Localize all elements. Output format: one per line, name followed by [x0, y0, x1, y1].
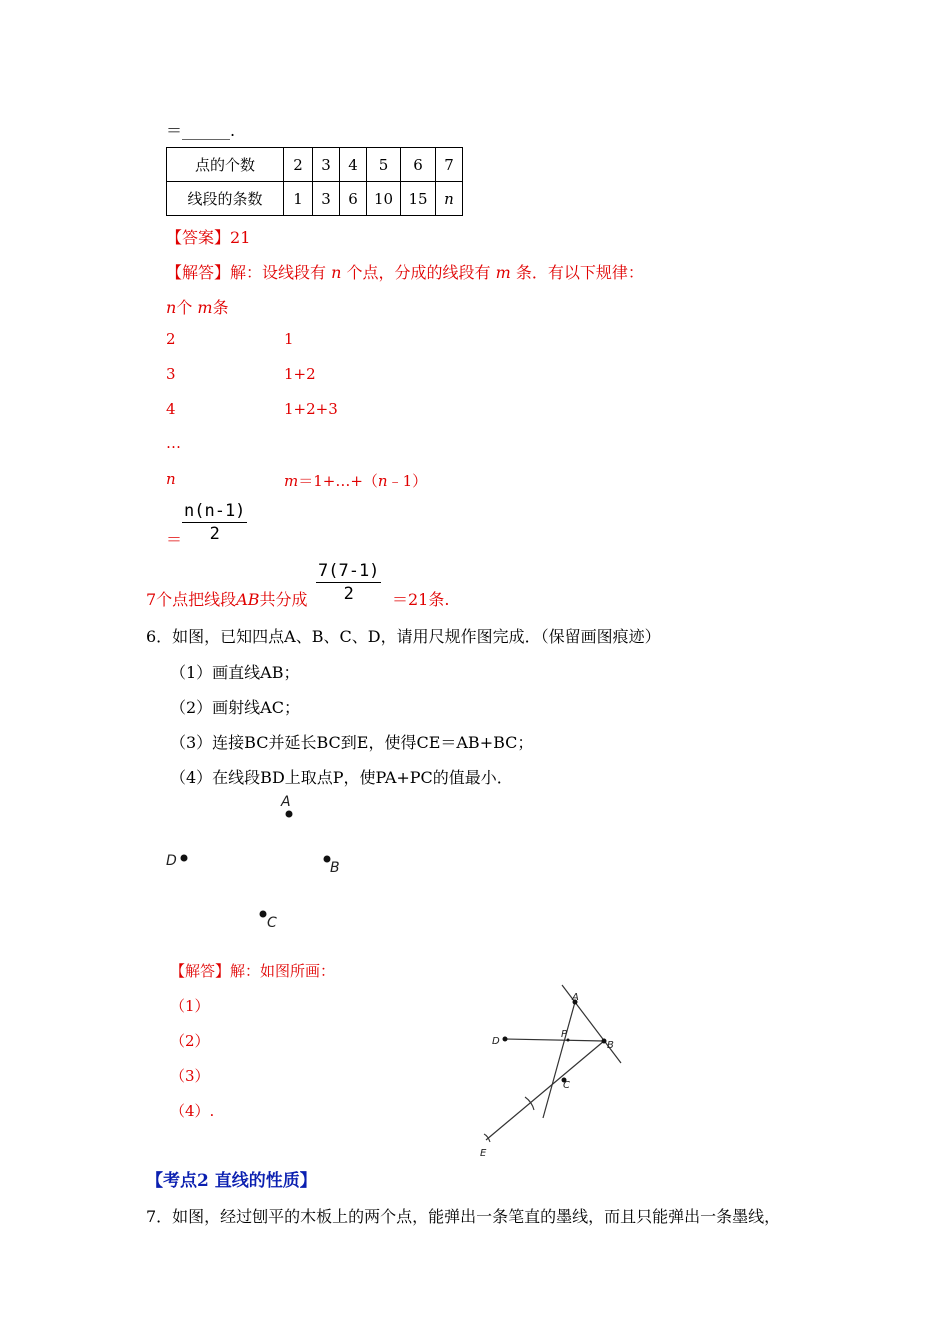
- final-line-right: ＝21条.: [392, 590, 450, 609]
- answer-line: [166, 225, 250, 248]
- header-text: 个: [176, 298, 193, 317]
- solution2-item: （2）: [170, 1032, 210, 1050]
- table-cell: n: [436, 182, 463, 216]
- final-text: 7个点把线段: [146, 590, 237, 609]
- label-e: E: [480, 1148, 487, 1159]
- pattern-last-left: [166, 470, 176, 488]
- final-text: 共分成: [259, 590, 308, 609]
- question-6-item: （3）连接BC并延长BC到E，使得CE＝AB+BC；: [170, 733, 534, 752]
- construction-figure: [480, 980, 640, 1160]
- fraction-denominator: 2: [209, 524, 220, 544]
- label-b: B: [330, 860, 340, 876]
- solution-tag: 【解答】: [166, 263, 231, 282]
- question-7-stem: 7．如图，经过刨平的木板上的两个点，能弹出一条笔直的墨线，而且只能弹出一条墨线，: [146, 1207, 781, 1226]
- formula-text: ＝1+…+（: [298, 472, 378, 490]
- table-cell: 6: [401, 148, 436, 182]
- table-cell: 3: [313, 182, 340, 216]
- var-n: n: [331, 263, 342, 282]
- solution2-item: （4）.: [170, 1102, 215, 1120]
- solution-text: 个点，分成的线段有: [346, 263, 491, 282]
- four-points-figure: [150, 790, 370, 940]
- question-6-stem: 6．如图，已知四点A、B、C、D，请用尺规作图完成．（保留画图痕迹）: [146, 627, 661, 646]
- intro-line: ＝______.: [166, 121, 236, 140]
- label-d: D: [492, 1036, 500, 1047]
- solution2-item: （3）: [170, 1067, 210, 1085]
- fraction-denominator: 2: [343, 584, 354, 604]
- label-d: D: [166, 853, 177, 869]
- solution-text: 解：设线段有: [230, 263, 327, 282]
- pattern-row-left: 4: [166, 400, 176, 418]
- table-row: [167, 182, 463, 216]
- pattern-row-right: 1+2+3: [284, 400, 338, 418]
- solution-tag: 【解答】: [170, 962, 231, 980]
- pattern-last-right: [284, 470, 427, 491]
- pattern-ellipsis: …: [166, 434, 181, 452]
- fraction-7: [316, 560, 381, 605]
- point-d: [181, 855, 188, 862]
- var-n: n: [166, 298, 177, 317]
- table-cell: 点的个数: [167, 148, 284, 182]
- var-m: m: [197, 298, 213, 317]
- equals-sign: ＝: [166, 530, 183, 549]
- point-d: [503, 1037, 508, 1042]
- label-b: B: [607, 1040, 614, 1051]
- var-n: n: [377, 472, 388, 490]
- table-cell: 10: [367, 182, 401, 216]
- fraction-numerator: 7(7-1): [318, 561, 380, 581]
- header-text: 条: [212, 298, 229, 317]
- point-c: [260, 911, 267, 918]
- solution2-item: （1）: [170, 997, 210, 1015]
- table-cell: 3: [313, 148, 340, 182]
- table-cell: 4: [340, 148, 367, 182]
- formula-text: ﹣1）: [387, 472, 428, 490]
- solution2-line: [170, 960, 335, 981]
- table-cell: 线段的条数: [167, 182, 284, 216]
- solution-line: [166, 260, 644, 283]
- solution-text: 条．有以下规律：: [515, 263, 644, 282]
- segment-db: [505, 1039, 604, 1041]
- solution-text: 解：如图所画：: [230, 962, 336, 980]
- var-m: m: [495, 263, 511, 282]
- table-cell: 6: [340, 182, 367, 216]
- segment-be: [486, 1041, 604, 1140]
- points-table: [166, 147, 463, 216]
- segment-ab: AB: [236, 590, 260, 609]
- table-cell: 2: [284, 148, 313, 182]
- label-a: A: [281, 794, 291, 810]
- point-a: [286, 811, 293, 818]
- question-6-item: （4）在线段BD上取点P，使PA+PC的值最小．: [170, 768, 513, 787]
- section-heading: 【考点2 直线的性质】: [146, 1171, 317, 1191]
- table-cell: 15: [401, 182, 436, 216]
- question-6-item: （1）画直线AB；: [170, 663, 300, 682]
- pattern-header: [166, 295, 229, 318]
- label-p: P: [561, 1029, 568, 1040]
- table-cell: 5: [367, 148, 401, 182]
- pattern-row-left: 3: [166, 365, 176, 383]
- pattern-row-right: 1: [284, 330, 294, 348]
- var-m: m: [284, 472, 299, 490]
- table-row: [167, 148, 463, 182]
- table-cell: 7: [436, 148, 463, 182]
- question-6-item: （2）画射线AC；: [170, 698, 300, 717]
- fraction-numerator: n(n-1): [184, 501, 246, 521]
- answer-value: 21: [230, 228, 251, 247]
- point-b: [602, 1039, 607, 1044]
- label-c: C: [563, 1080, 570, 1091]
- answer-tag: 【答案】: [166, 228, 231, 247]
- label-a: A: [572, 992, 579, 1003]
- pattern-row-right: 1+2: [284, 365, 316, 383]
- table-cell: 1: [284, 182, 313, 216]
- pattern-row-left: 2: [166, 330, 176, 348]
- ray-ac: [543, 1002, 575, 1118]
- var-n: n: [166, 470, 176, 488]
- final-line-left: [146, 587, 308, 610]
- fraction-n: [182, 500, 247, 545]
- label-c: C: [267, 915, 277, 931]
